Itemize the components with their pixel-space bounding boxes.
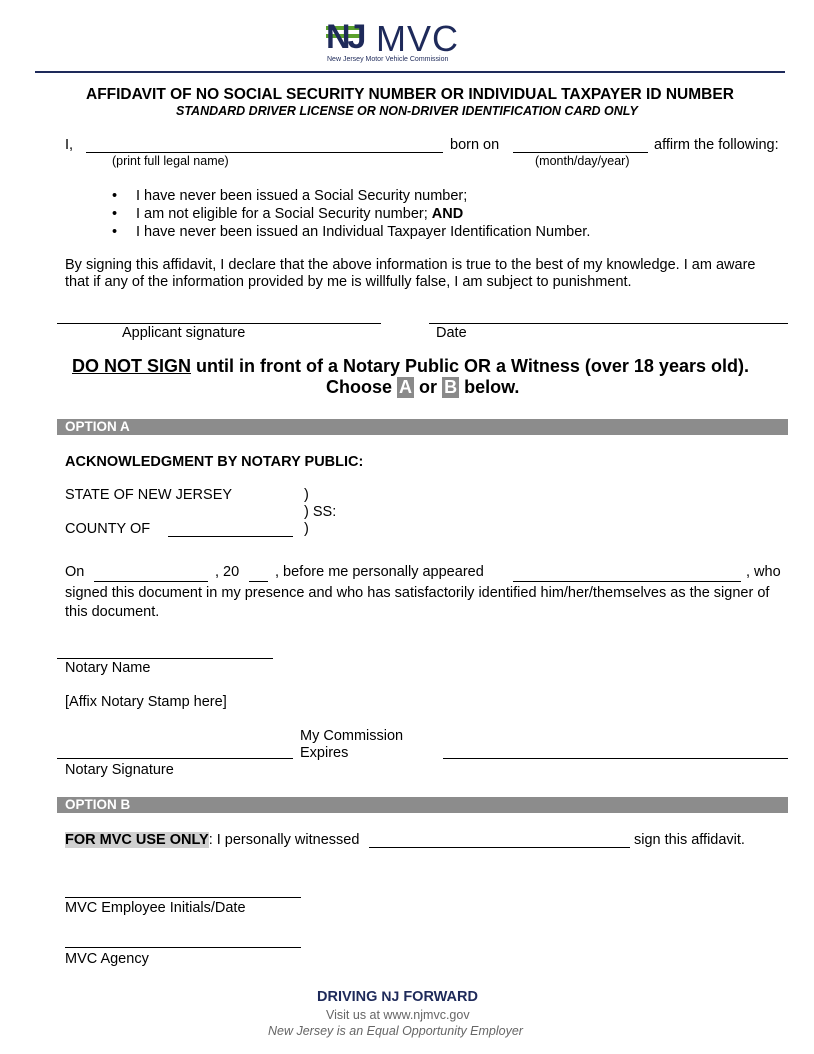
employee-initials-field[interactable] (65, 881, 301, 898)
driving-text: DRIVING (317, 989, 378, 1005)
witnessed-name-field[interactable] (369, 831, 630, 848)
witnessed-text: : I personally witnessed (208, 832, 360, 848)
signature-date-field[interactable] (429, 306, 788, 324)
paren: ) (304, 487, 309, 503)
logo-mvc: MVC (376, 18, 459, 59)
option-b-header: OPTION B (57, 797, 788, 813)
or-label: or (419, 377, 438, 397)
notary-text-line-3: this document. (65, 604, 160, 620)
notary-text-line-2: signed this document in my presence and who has satisfactorily identified him/her/themselves as the signer of (65, 585, 770, 601)
warning-text: until in front of a Notary Public OR a Witness (over 18 years old). (196, 356, 749, 376)
year-prefix: , 20 (215, 564, 240, 580)
njmvc-logo (326, 16, 459, 66)
website-text: Visit us at www.njmvc.gov (326, 1008, 470, 1022)
declaration-line-1: By signing this affidavit, I declare that the above information is true to the best of my knowledge. I am aware (65, 257, 756, 273)
state-label: STATE OF NEW JERSEY (65, 487, 233, 503)
page-subtitle: STANDARD DRIVER LICENSE OR NON-DRIVER IDENTIFICATION CARD ONLY (176, 104, 638, 118)
header-divider (35, 71, 785, 73)
driving-forward-logo (317, 988, 497, 1008)
commission-label-1: My Commission (300, 728, 404, 744)
commission-label-2: Expires (300, 745, 349, 761)
applicant-signature-label: Applicant signature (122, 325, 246, 341)
mvc-witness-line (65, 832, 359, 848)
legal-name-hint: (print full legal name) (112, 154, 229, 168)
mvc-agency-label: MVC Agency (65, 951, 149, 967)
bullet: • (112, 188, 118, 204)
intro-i: I, (65, 137, 74, 153)
choose-label: Choose (326, 377, 393, 397)
nj-mini-logo: NJ (381, 988, 400, 1004)
sign-affidavit-text: sign this affidavit. (634, 832, 745, 848)
applicant-signature-field[interactable] (57, 306, 381, 324)
notary-date-field[interactable] (94, 565, 208, 582)
option-a-marker: A (399, 377, 413, 397)
notary-name-field[interactable] (57, 642, 273, 659)
do-not-sign-warning (72, 356, 749, 377)
forward-text: FORWARD (403, 989, 478, 1005)
commission-expires-field[interactable] (443, 742, 788, 759)
equal-opportunity-text: New Jersey is an Equal Opportunity Employer (268, 1024, 523, 1038)
legal-name-field[interactable] (86, 136, 443, 153)
mvc-agency-field[interactable] (65, 931, 301, 948)
notary-signature-field[interactable] (57, 742, 293, 759)
bullet: • (112, 224, 118, 240)
list-item-text: I am not eligible for a Social Security number; (136, 206, 428, 222)
logo-nj: NJ (326, 18, 364, 56)
appeared-label: , before me personally appeared (275, 564, 484, 580)
affirm-label: affirm the following: (654, 137, 779, 153)
employee-initials-label: MVC Employee Initials/Date (65, 900, 246, 916)
do-not-sign-emphasis: DO NOT SIGN (72, 356, 192, 376)
paren: ) (304, 521, 309, 537)
declaration-line-2: that if any of the information provided by me is willfully false, I am subject to punishment. (65, 274, 632, 290)
notary-signature-label: Notary Signature (65, 762, 174, 778)
page-title: AFFIDAVIT OF NO SOCIAL SECURITY NUMBER OR INDIVIDUAL TAXPAYER ID NUMBER (86, 86, 734, 103)
list-item-bold: AND (431, 206, 464, 222)
notary-stamp-placeholder: [Affix Notary Stamp here] (65, 694, 227, 710)
signature-date-label: Date (436, 325, 467, 341)
on-label: On (65, 564, 85, 580)
notary-heading: ACKNOWLEDGMENT BY NOTARY PUBLIC: (65, 454, 364, 470)
county-label: COUNTY OF (65, 521, 151, 537)
option-b-marker: B (444, 377, 458, 397)
appeared-name-field[interactable] (513, 565, 741, 582)
bullet: • (112, 206, 118, 222)
list-item: I have never been issued a Social Security number; (136, 188, 468, 204)
ss-label: ) SS: (304, 504, 337, 520)
list-item: I have never been issued an Individual Taxpayer Identification Number. (136, 224, 591, 240)
birth-date-field[interactable] (513, 136, 648, 153)
list-item (136, 206, 463, 222)
below-label: below. (464, 377, 520, 397)
notary-name-label: Notary Name (65, 660, 151, 676)
option-a-header: OPTION A (57, 419, 788, 435)
birth-date-hint: (month/day/year) (535, 154, 630, 168)
logo-subtitle: New Jersey Motor Vehicle Commission (327, 56, 449, 63)
born-on-label: born on (450, 137, 500, 153)
who-label: , who (746, 564, 781, 580)
county-field[interactable] (168, 520, 293, 537)
mvc-use-only-label: FOR MVC USE ONLY (65, 832, 209, 848)
choose-option-text (326, 377, 519, 398)
notary-year-field[interactable] (249, 565, 268, 582)
